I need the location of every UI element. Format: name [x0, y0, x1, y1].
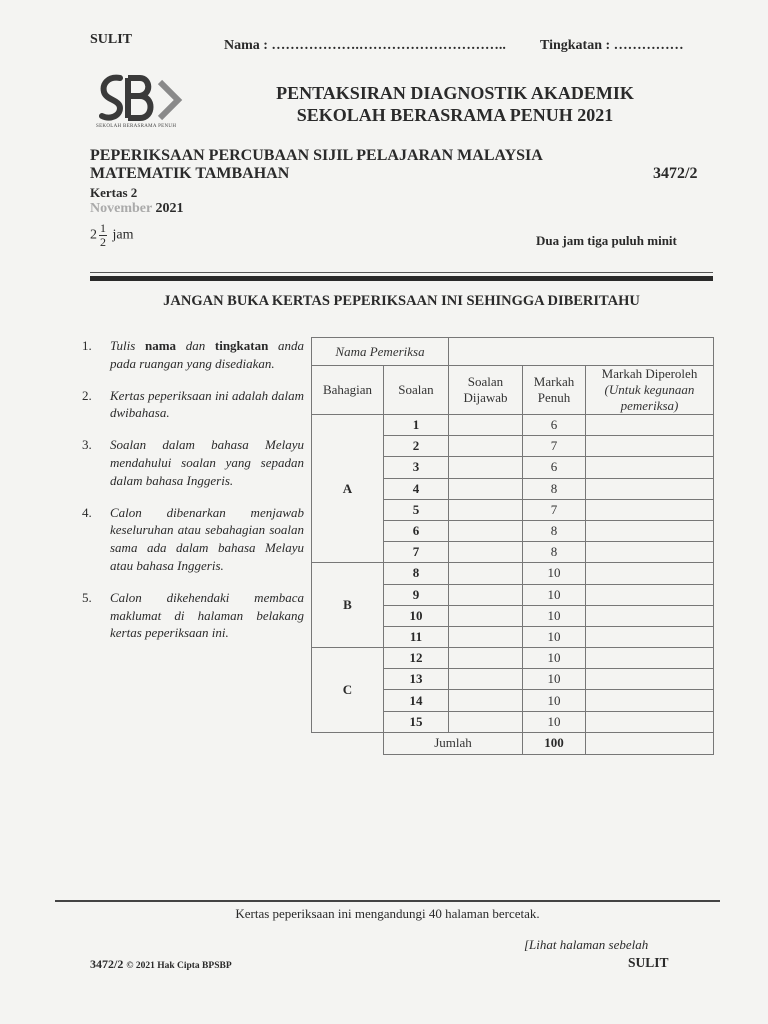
- answered-cell[interactable]: [449, 542, 523, 563]
- question-cell: 4: [384, 478, 449, 499]
- instruction-item: 1. Tulis nama dan tingkatan anda pada ruangan yang disediakan.: [82, 338, 305, 371]
- instruction-item: 3. Soalan dalam bahasa Melayu mendahului soalan yang sepadan dalam bahasa Inggeris.: [82, 437, 304, 488]
- duration: [90, 222, 134, 249]
- full-marks-cell: 10: [523, 690, 586, 711]
- header-section: Bahagian: [312, 366, 384, 415]
- question-cell: 2: [384, 436, 449, 457]
- footer-code: 3472/2: [90, 957, 124, 971]
- name-field: Nama : ……………….…………………………..: [224, 38, 506, 53]
- obtained-cell[interactable]: [586, 563, 714, 584]
- instruction-item: 5. Calon dikehendaki membaca maklumat di halaman belakang kertas peperiksaan ini.: [82, 589, 304, 641]
- obtained-cell[interactable]: [586, 415, 714, 436]
- question-cell: 14: [384, 690, 449, 711]
- total-value: 100: [523, 732, 586, 754]
- question-cell: 10: [384, 605, 449, 626]
- obtained-cell[interactable]: [586, 542, 714, 563]
- obtained-cell[interactable]: [586, 584, 714, 605]
- answered-cell[interactable]: [449, 711, 523, 732]
- school-title: SEKOLAH BERASRAMA PENUH 2021: [296, 105, 614, 125]
- instruction-item: 2. Kertas peperiksaan ini adalah dalam dwibahasa.: [82, 387, 304, 421]
- duration-whole: 2: [90, 227, 97, 243]
- obtained-cell[interactable]: [586, 648, 714, 669]
- obtained-cell[interactable]: [586, 669, 714, 690]
- full-marks-cell: 8: [523, 478, 586, 499]
- full-marks-cell: 10: [523, 563, 586, 584]
- exam-month: November: [90, 201, 152, 216]
- answered-cell[interactable]: [449, 478, 523, 499]
- full-marks-cell: 7: [523, 499, 586, 520]
- answered-cell[interactable]: [449, 626, 523, 647]
- obtained-cell[interactable]: [586, 626, 714, 647]
- instruction-item: 4. Calon dibenarkan menjawab keseluruhan atau sebahagian soalan sama ada dalam bahasa Melayu atau bahasa Inggeris.: [82, 504, 304, 573]
- question-cell: 6: [384, 520, 449, 541]
- question-cell: 8: [384, 563, 449, 584]
- instructions-list: [82, 337, 304, 656]
- examiner-name-cell[interactable]: [449, 338, 714, 366]
- answered-cell[interactable]: [449, 520, 523, 541]
- answered-cell[interactable]: [449, 436, 523, 457]
- full-marks-cell: 10: [523, 648, 586, 669]
- answered-cell[interactable]: [449, 669, 523, 690]
- footer-divider: [55, 900, 720, 902]
- warning-notice: JANGAN BUKA KERTAS PEPERIKSAAN INI SEHINGGA DIBERITAHU: [163, 293, 640, 309]
- full-marks-cell: 6: [523, 415, 586, 436]
- exam-title: PEPERIKSAAN PERCUBAAN SIJIL PELAJARAN MALAYSIA: [90, 147, 543, 164]
- form-field: Tingkatan : ……………: [540, 38, 684, 53]
- obtained-cell[interactable]: [586, 605, 714, 626]
- paper-code: 3472/2: [653, 165, 698, 182]
- question-cell: 1: [384, 415, 449, 436]
- score-table: [311, 337, 714, 755]
- question-cell: 11: [384, 626, 449, 647]
- header-full-marks: Markah Penuh: [523, 366, 586, 415]
- turn-over-note: [Lihat halaman sebelah: [524, 937, 649, 952]
- answered-cell[interactable]: [449, 584, 523, 605]
- exam-year: 2021: [155, 201, 184, 216]
- obtained-cell[interactable]: [586, 499, 714, 520]
- divider-thin: [90, 272, 713, 273]
- header-question: Soalan: [384, 366, 449, 415]
- obtained-cell[interactable]: [586, 690, 714, 711]
- copyright: [90, 957, 232, 972]
- question-cell: 9: [384, 584, 449, 605]
- total-label: Jumlah: [384, 732, 523, 754]
- obtained-cell[interactable]: [586, 478, 714, 499]
- full-marks-cell: 10: [523, 626, 586, 647]
- question-cell: 12: [384, 648, 449, 669]
- duration-fraction: $\frac{1}{2}$: [100, 221, 106, 249]
- section-cell: B: [312, 563, 384, 648]
- question-cell: 7: [384, 542, 449, 563]
- paper-number: Kertas 2: [90, 185, 138, 200]
- full-marks-cell: 6: [523, 457, 586, 478]
- full-marks-cell: 8: [523, 542, 586, 563]
- question-cell: 5: [384, 499, 449, 520]
- classification-bottom: SULIT: [628, 955, 669, 970]
- question-cell: 13: [384, 669, 449, 690]
- exam-date: [90, 201, 183, 217]
- duration-unit: jam: [112, 227, 134, 243]
- obtained-cell[interactable]: [586, 457, 714, 478]
- answered-cell[interactable]: [449, 690, 523, 711]
- obtained-cell[interactable]: [586, 520, 714, 541]
- assessment-title: PENTAKSIRAN DIAGNOSTIK AKADEMIK: [276, 83, 634, 103]
- full-marks-cell: 10: [523, 605, 586, 626]
- answered-cell[interactable]: [449, 563, 523, 584]
- table-row: [312, 415, 714, 436]
- section-cell: A: [312, 415, 384, 563]
- logo-caption: SEKOLAH BERASRAMA PENUH: [96, 124, 177, 129]
- classification-top: SULIT: [90, 32, 133, 47]
- subject: MATEMATIK TAMBAHAN: [90, 165, 290, 182]
- obtained-cell[interactable]: [586, 436, 714, 457]
- full-marks-cell: 10: [523, 711, 586, 732]
- answered-cell[interactable]: [449, 457, 523, 478]
- examiner-label: Nama Pemeriksa: [312, 338, 449, 366]
- answered-cell[interactable]: [449, 648, 523, 669]
- full-marks-cell: 7: [523, 436, 586, 457]
- table-row: [312, 563, 714, 584]
- divider-thick: [90, 276, 713, 281]
- answered-cell[interactable]: [449, 415, 523, 436]
- table-row: [312, 648, 714, 669]
- full-marks-cell: 8: [523, 520, 586, 541]
- answered-cell[interactable]: [449, 605, 523, 626]
- answered-cell[interactable]: [449, 499, 523, 520]
- copyright-text: © 2021 Hak Cipta BPSBP: [126, 961, 232, 971]
- full-marks-cell: 10: [523, 584, 586, 605]
- obtained-cell[interactable]: [586, 711, 714, 732]
- page-count-note: Kertas peperiksaan ini mengandungi 40 halaman bercetak.: [235, 906, 540, 921]
- header-obtained: Markah Diperoleh (Untuk kegunaan pemeriksa): [586, 366, 714, 415]
- duration-words: Dua jam tiga puluh minit: [536, 233, 677, 248]
- section-cell: C: [312, 648, 384, 733]
- question-cell: 15: [384, 711, 449, 732]
- total-obtained-cell[interactable]: [586, 732, 714, 754]
- question-cell: 3: [384, 457, 449, 478]
- header-answered: Soalan Dijawab: [449, 366, 523, 415]
- full-marks-cell: 10: [523, 669, 586, 690]
